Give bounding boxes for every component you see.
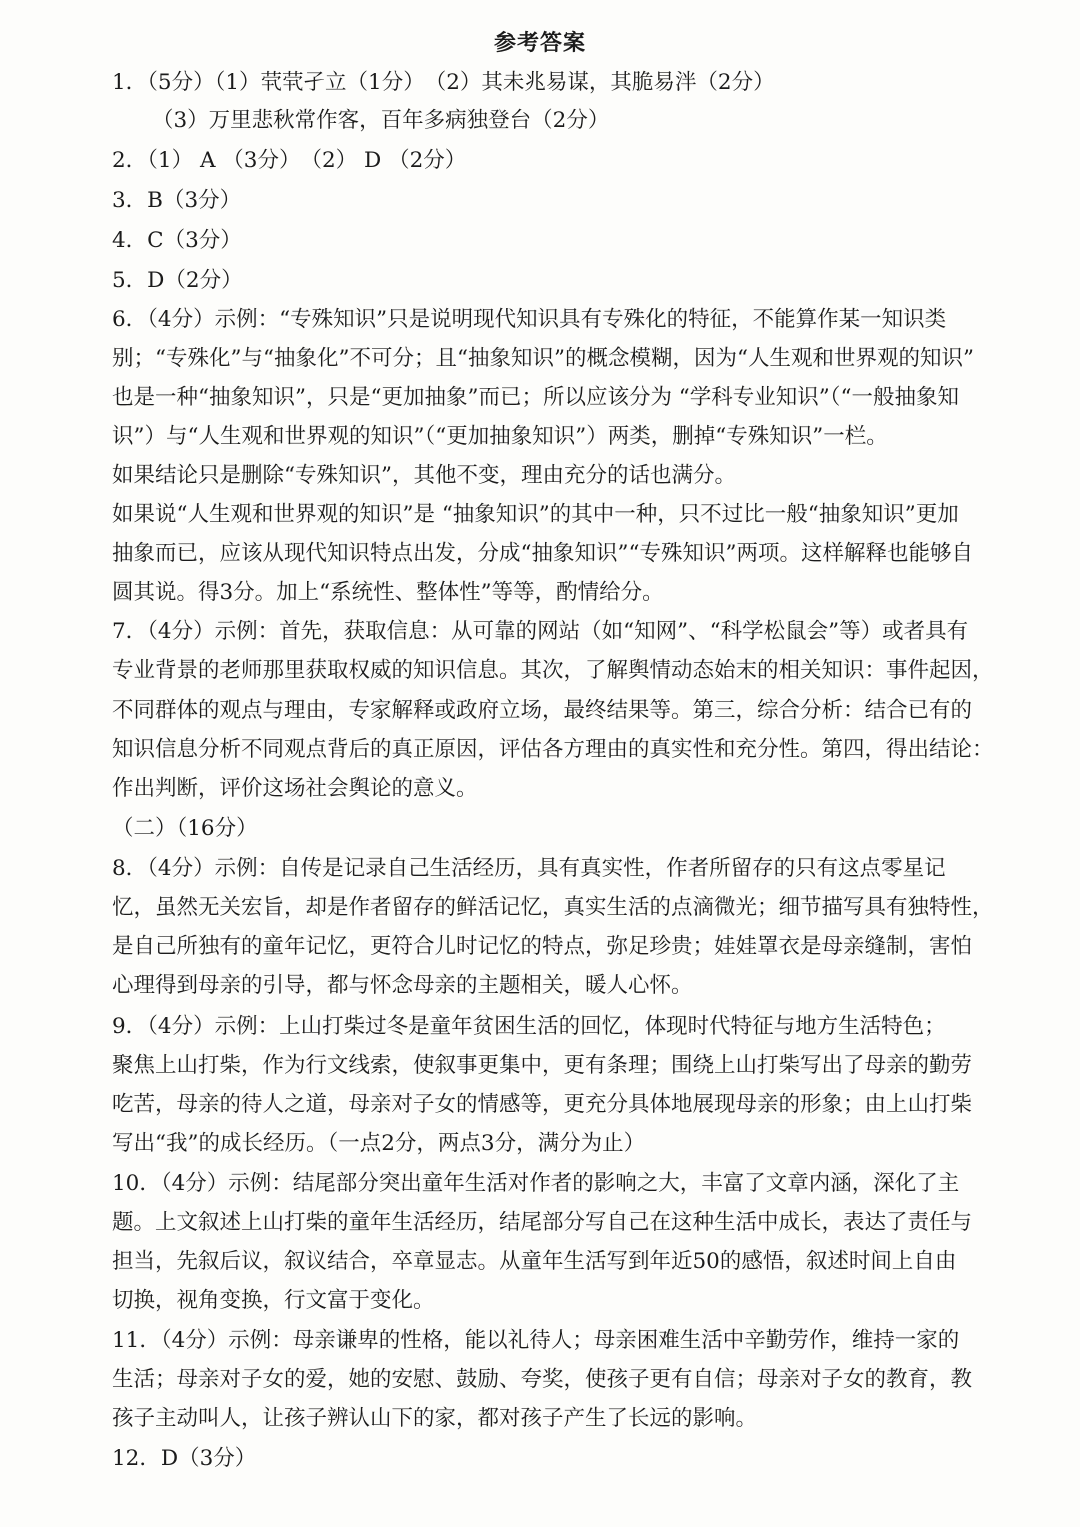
answer-line: 别；“专殊化”与“抽象化”不可分；且“抽象知识”的概念模糊，因为“人生观和世界观的知识”	[112, 346, 974, 371]
answer-line: 如果说“人生观和世界观的知识”是 “抽象知识”的其中一种，只不过比一般“抽象知识”更加	[112, 502, 959, 527]
answer-line: 4．C（3分）	[112, 228, 242, 253]
answer-line: 9．（4分）示例：上山打柴过冬是童年贫困生活的回忆，体现时代特征与地方生活特色；	[112, 1014, 946, 1039]
answer-line: 如果结论只是删除“专殊知识”，其他不变，理由充分的话也满分。	[112, 463, 736, 488]
section-heading: （二）（16分）	[112, 816, 258, 841]
answer-line: 圆其说。得3分。加上“系统性、整体性”等等，酌情给分。	[112, 580, 664, 605]
answer-line: 7．（4分）示例：首先，获取信息：从可靠的网站（如“知网”、“科学松鼠会”等）或者具有	[112, 619, 969, 644]
answer-line: 6．（4分）示例：“专殊知识”只是说明现代知识具有专殊化的特征，不能算作某一知识类	[112, 307, 947, 332]
answer-line: 孩子主动叫人，让孩子辨认山下的家，都对孩子产生了长远的影响。	[112, 1406, 758, 1431]
answer-line: 1．（5分）（1）茕茕孑立（1分） （2）其未兆易谋，其脆易泮（2分）	[112, 70, 775, 95]
answer-line: 11．（4分）示例：母亲谦卑的性格，能以礼待人；母亲困难生活中辛勤劳作，维持一家的	[112, 1328, 960, 1353]
answer-line: 切换，视角变换，行文富于变化。	[112, 1288, 435, 1313]
answer-line: 心理得到母亲的引导，都与怀念母亲的主题相关，暖人心怀。	[112, 973, 693, 998]
answer-line: 担当，先叙后议，叙议结合，卒章显志。从童年生活写到年近50的感悟，叙述时间上自由	[112, 1249, 957, 1274]
answer-line: 5．D（2分）	[112, 268, 243, 293]
answer-line: 12．D（3分）	[112, 1446, 257, 1471]
answer-line: 不同群体的观点与理由，专家解释或政府立场，最终结果等。第三，综合分析：结合已有的	[112, 698, 973, 723]
answer-line: 专业背景的老师那里获取权威的知识信息。其次，了解舆情动态始末的相关知识：事件起因，	[112, 658, 994, 683]
answer-line: 抽象而已，应该从现代知识特点出发，分成“抽象知识”“专殊知识”两项。这样解释也能够自	[112, 541, 973, 566]
answer-line: （3）万里悲秋常作客，百年多病独登台（2分）	[152, 108, 610, 133]
answer-line: 3．B（3分）	[112, 188, 242, 213]
answer-line: 知识信息分析不同观点背后的真正原因，评估各方理由的真实性和充分性。第四，得出结论：	[112, 737, 994, 762]
answer-line: 识”）与“人生观和世界观的知识”（“更加抽象知识”）两类，删掉“专殊知识”一栏。	[112, 424, 888, 449]
answer-line: 作出判断，评价这场社会舆论的意义。	[112, 776, 478, 801]
answer-line: 写出“我”的成长经历。（一点2分，两点3分，满分为止）	[112, 1131, 646, 1156]
answer-line: 题。上文叙述上山打柴的童年生活经历，结尾部分写自己在这种生活中成长，表达了责任与	[112, 1210, 973, 1235]
answer-line: 8．（4分）示例：自传是记录自己生活经历，具有真实性，作者所留存的只有这点零星记	[112, 856, 946, 881]
answer-line: 也是一种“抽象知识”，只是“更加抽象”而已；所以应该分为 “学科专业知识”（“一般抽象知	[112, 385, 960, 410]
page-title: 参考答案	[493, 30, 586, 56]
answer-line: 聚焦上山打柴，作为行文线索，使叙事更集中，更有条理；围绕上山打柴写出了母亲的勤劳	[112, 1053, 973, 1078]
answer-line: 10．（4分）示例：结尾部分突出童年生活对作者的影响之大，丰富了文章内涵，深化了主	[112, 1171, 960, 1196]
answer-line: 吃苦，母亲的待人之道，母亲对子女的情感等，更充分具体地展现母亲的形象；由上山打柴	[112, 1092, 973, 1117]
answer-line: 忆，虽然无关宏旨，却是作者留存的鲜活记忆，真实生活的点滴微光；细节描写具有独特性，	[112, 895, 994, 920]
answer-line: 2．（1） A （3分） （2） D （2分）	[112, 148, 467, 173]
answer-line: 是自己所独有的童年记忆，更符合儿时记忆的特点，弥足珍贵；娃娃罩衣是母亲缝制，害怕	[112, 934, 973, 959]
answer-line: 生活；母亲对子女的爱，她的安慰、鼓励、夸奖，使孩子更有自信；母亲对子女的教育，教	[112, 1367, 973, 1392]
